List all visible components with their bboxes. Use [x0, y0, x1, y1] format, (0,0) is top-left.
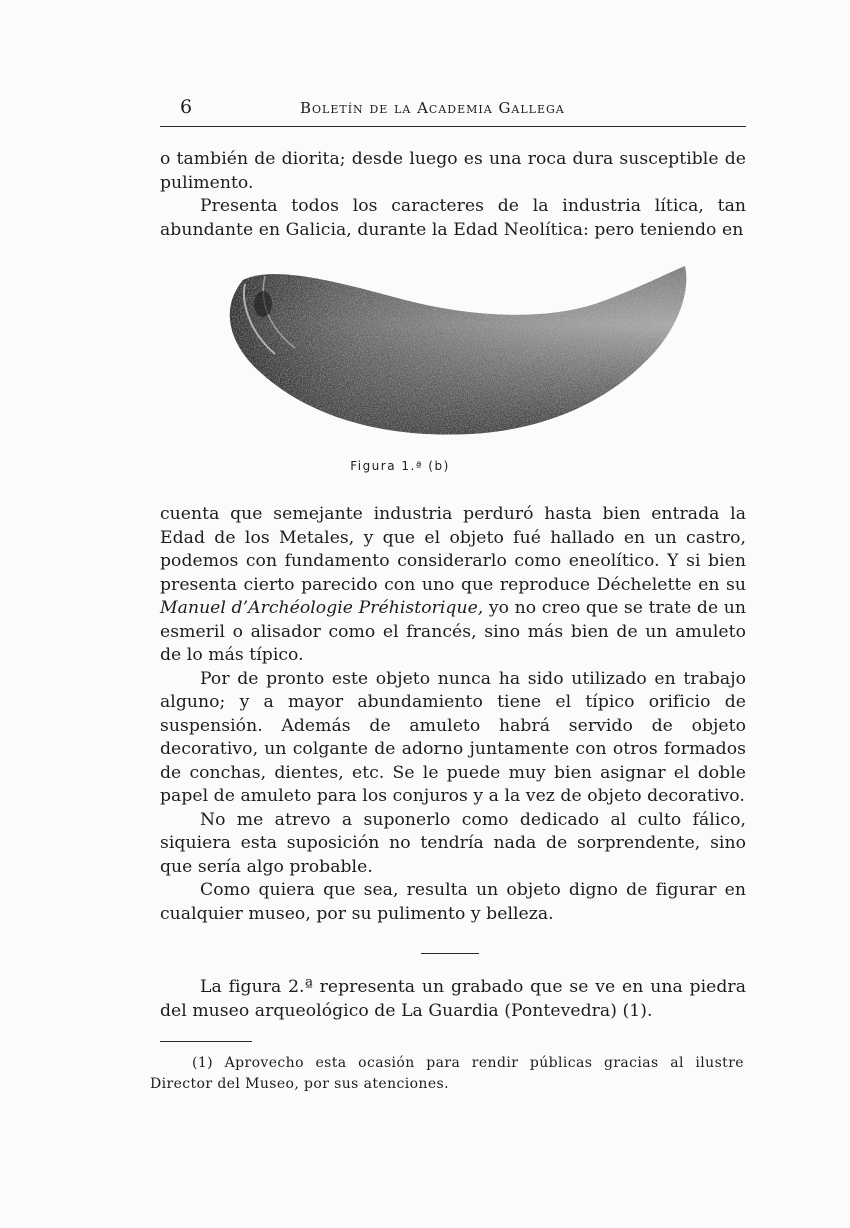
figure-caption: Figura 1.ª (b)	[350, 459, 450, 473]
paragraph-figura-2: La figura 2.ª representa un grabado que se ve en una piedra del museo arqueológico de La Guardia (Pontevedra) (1).	[160, 977, 746, 1021]
stone-amulet-illustration	[215, 262, 695, 452]
paragraph-industria-litica: Presenta todos los caracteres de la industria lítica, tan abundante en Galicia, durante la Edad Neolítica: pero teniendo en	[160, 196, 746, 240]
paragraph-eneolitico	[160, 503, 746, 668]
footnote-text: (1) Aprovecho esta ocasión para rendir públicas gracias al ilustre Director del Museo, por sus atenciones.	[150, 1055, 744, 1092]
figure-stone-amulet	[215, 262, 695, 452]
suspension-hole	[254, 291, 272, 317]
paragraph-belleza: Como quiera que sea, resulta un objeto digno de figurar en cualquier museo, por su pulimento y belleza.	[160, 880, 746, 924]
paragraph-amuleto: Por de pronto este objeto nunca ha sido utilizado en trabajo alguno; y a mayor abundamiento tiene el típico orificio de suspensión. Además de amuleto habrá servido de objeto decorativo, un colgante de adorno juntamente con otros formados de conchas, dientes, etc. Se le puede muy bien asignar el doble papel de amuleto para los conjuros y a la vez de objeto decorativo.	[160, 668, 746, 806]
footnote-rule	[160, 1041, 252, 1042]
footnote	[150, 1053, 744, 1095]
page-header	[160, 96, 746, 124]
paragraph-diorita: o también de diorita; desde luego es una roca dura susceptible de pulimento.	[160, 149, 746, 193]
paragraph-eneolitico-part1: cuenta que semejante industria perduró hasta bien entrada la Edad de los Metales, y que el objeto fué hallado en un castro, podemos con fundamento considerarlo como eneolítico. Y si bien presenta cierto parecido con uno que reproduce Déchelette en su	[160, 504, 746, 595]
page-number: 6	[180, 96, 193, 118]
paragraph-culto-falico: No me atrevo a suponerlo como dedicado al culto fálico, siquiera esta suposición no tendría nada de sorprendente, sino que sería algo probable.	[160, 809, 746, 877]
header-rule	[160, 126, 746, 127]
text-block-bottom	[160, 976, 746, 1023]
text-block-top	[160, 148, 746, 242]
book-title: Manuel d’Archéologie Préhistorique,	[160, 598, 484, 618]
section-divider	[421, 953, 479, 954]
paragraph-eneolitico-part2: yo no creo que se trate de un esmeril o alisador como el francés, sino más bien de un amuleto de lo más típico.	[160, 598, 746, 665]
running-title: Boletín de la Academia Gallega	[300, 99, 565, 117]
text-block-middle	[160, 503, 746, 926]
